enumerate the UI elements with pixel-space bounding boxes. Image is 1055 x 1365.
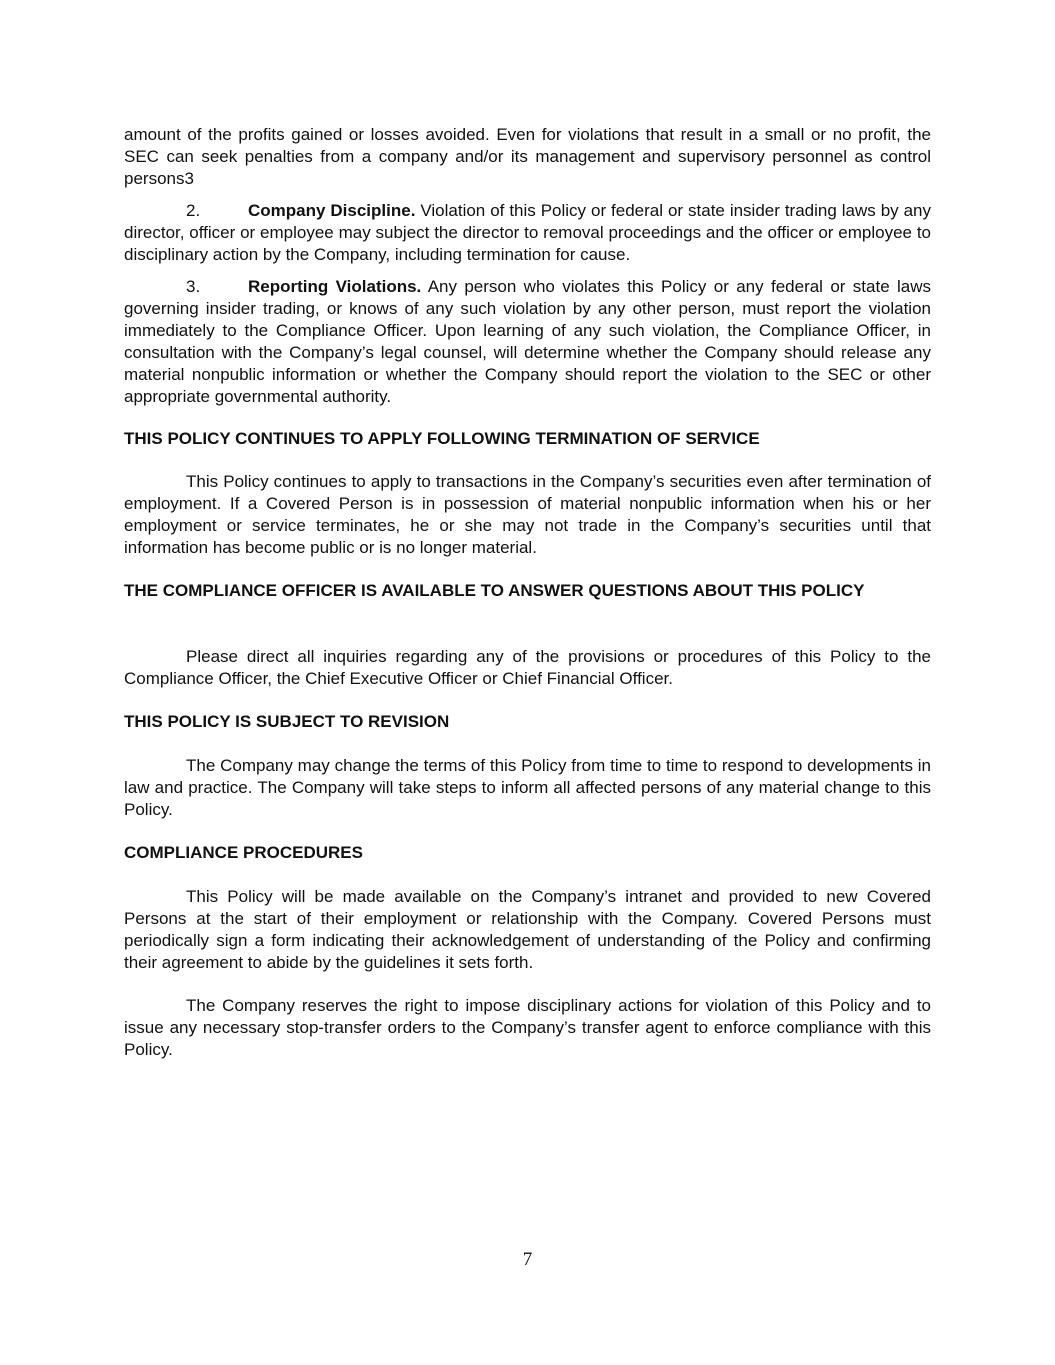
item-title: Company Discipline. bbox=[248, 201, 416, 220]
item-text: Violation of this Policy or federal or state insider trading laws by any director, officer or employee may subject the director to removal proceedings and the officer or employee to disciplinary action by the Company, including termination for cause. bbox=[124, 201, 932, 264]
section-paragraph: The Company may change the terms of this Policy from time to time to respond to developments in law and practice. The Company will take steps to inform all affected persons of any material change to this Policy. bbox=[124, 756, 931, 819]
section-heading: THIS POLICY IS SUBJECT TO REVISION bbox=[124, 712, 450, 731]
section-paragraph: This Policy will be made available on the Company’s intranet and provided to new Covered Persons at the start of their employment or relationship with the Company. Covered Persons must periodically sign a form indicating their acknowledgement of understanding of the Policy and confirming their agreement to abide by the guidelines it sets forth. bbox=[124, 887, 931, 972]
section-paragraph: This Policy continues to apply to transactions in the Company’s securities even after termination of employment. If a Covered Person is in possession of material nonpublic information when his or her employment or service terminates, he or she may not trade in the Company’s securities until that information has become public or is no longer material. bbox=[124, 472, 931, 557]
section-paragraph: Please direct all inquiries regarding any of the provisions or procedures of this Policy to the Compliance Officer, the Chief Executive Officer or Chief Financial Officer. bbox=[124, 647, 931, 688]
paragraph-company-discipline bbox=[124, 200, 931, 266]
paragraph-reporting-violations bbox=[124, 276, 931, 408]
paragraph-penalties: amount of the profits gained or losses avoided. Even for violations that result in a small or no profit, the SEC can seek penalties from a company and/or its management and supervisory personnel as control persons3 bbox=[124, 125, 931, 188]
item-number: 2. bbox=[186, 201, 201, 220]
item-number: 3. bbox=[186, 277, 201, 296]
item-title: Reporting Violations. bbox=[248, 277, 422, 296]
section-heading: THIS POLICY CONTINUES TO APPLY FOLLOWING TERMINATION OF SERVICE bbox=[124, 429, 760, 448]
item-text: Any person who violates this Policy or any federal or state laws governing insider trading, or knows of any such violation by any other person, must report the violation immediately to the Compliance Officer. Upon learning of any such violation, the Compliance Officer, in consultation with the Company’s legal counsel, will determine whether the Company should release any material nonpublic information or whether the Company should report the violation to the SEC or other appropriate governmental authority. bbox=[124, 277, 932, 406]
section-heading: THE COMPLIANCE OFFICER IS AVAILABLE TO ANSWER QUESTIONS ABOUT THIS POLICY bbox=[124, 581, 865, 600]
section-heading: COMPLIANCE PROCEDURES bbox=[124, 843, 363, 862]
page-number: 7 bbox=[522, 1249, 533, 1270]
section-paragraph: The Company reserves the right to impose disciplinary actions for violation of this Policy and to issue any necessary stop-transfer orders to the Company’s transfer agent to enforce compliance with this Policy. bbox=[124, 996, 931, 1059]
